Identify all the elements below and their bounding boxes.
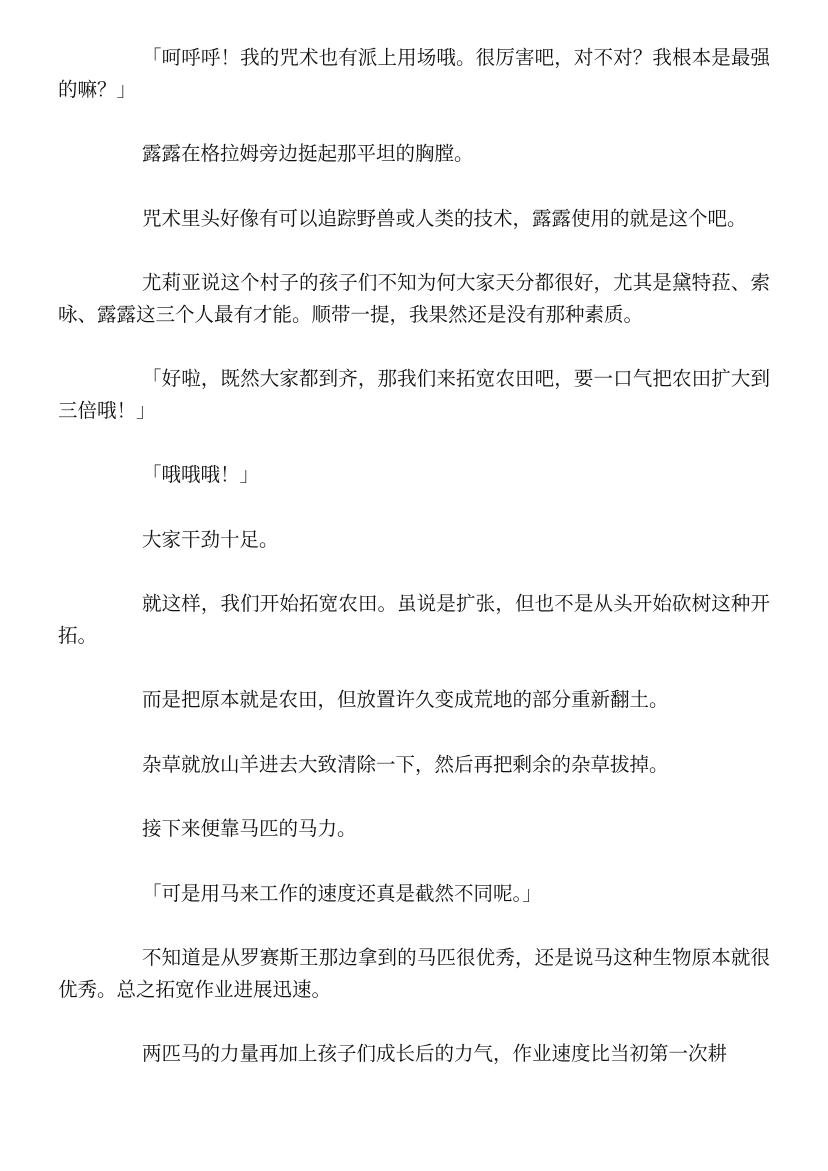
paragraph-8: 就这样，我们开始拓宽农田。虽说是扩张，但也不是从头开始砍树这种开拓。 <box>58 592 770 647</box>
paragraph-2: 露露在格拉姆旁边挺起那平坦的胸膛。 <box>142 142 474 165</box>
paragraph-13: 不知道是从罗赛斯王那边拿到的马匹很优秀，还是说马这种生物原本就很优秀。总之拓宽作业进展迅速。 <box>58 946 770 1001</box>
paragraph-12: 「可是用马来工作的速度还真是截然不同呢。」 <box>142 881 542 905</box>
paragraph-10: 杂草就放山羊进去大致清除一下，然后再把剩余的杂草拔掉。 <box>142 752 669 776</box>
paragraph-1: 「呵呼呼！我的咒术也有派上用场哦。很厉害吧，对不对？我根本是最强的嘛？」 <box>58 46 770 101</box>
paragraph-3: 咒术里头好像有可以追踪野兽或人类的技术，露露使用的就是这个吧。 <box>142 206 747 230</box>
paragraph-5: 「好啦，既然大家都到齐，那我们来拓宽农田吧，要一口气把农田扩大到三倍哦！」 <box>58 367 770 422</box>
paragraph-4: 尤莉亚说这个村子的孩子们不知为何大家天分都很好，尤其是黛特菈、索咏、露露这三个人最有才能。顺带一提，我果然还是没有那种素质。 <box>58 271 770 326</box>
paragraph-11: 接下来便靠马匹的马力。 <box>142 817 357 840</box>
paragraph-14: 两匹马的力量再加上孩子们成长后的力气，作业速度比当初第一次耕 <box>142 1042 728 1065</box>
paragraph-7: 大家干劲十足。 <box>142 527 279 551</box>
document-page <box>58 42 770 1103</box>
paragraph-6: 「哦哦哦！」 <box>142 463 260 486</box>
paragraph-9: 而是把原本就是农田，但放置许久变成荒地的部分重新翻土。 <box>142 688 669 711</box>
